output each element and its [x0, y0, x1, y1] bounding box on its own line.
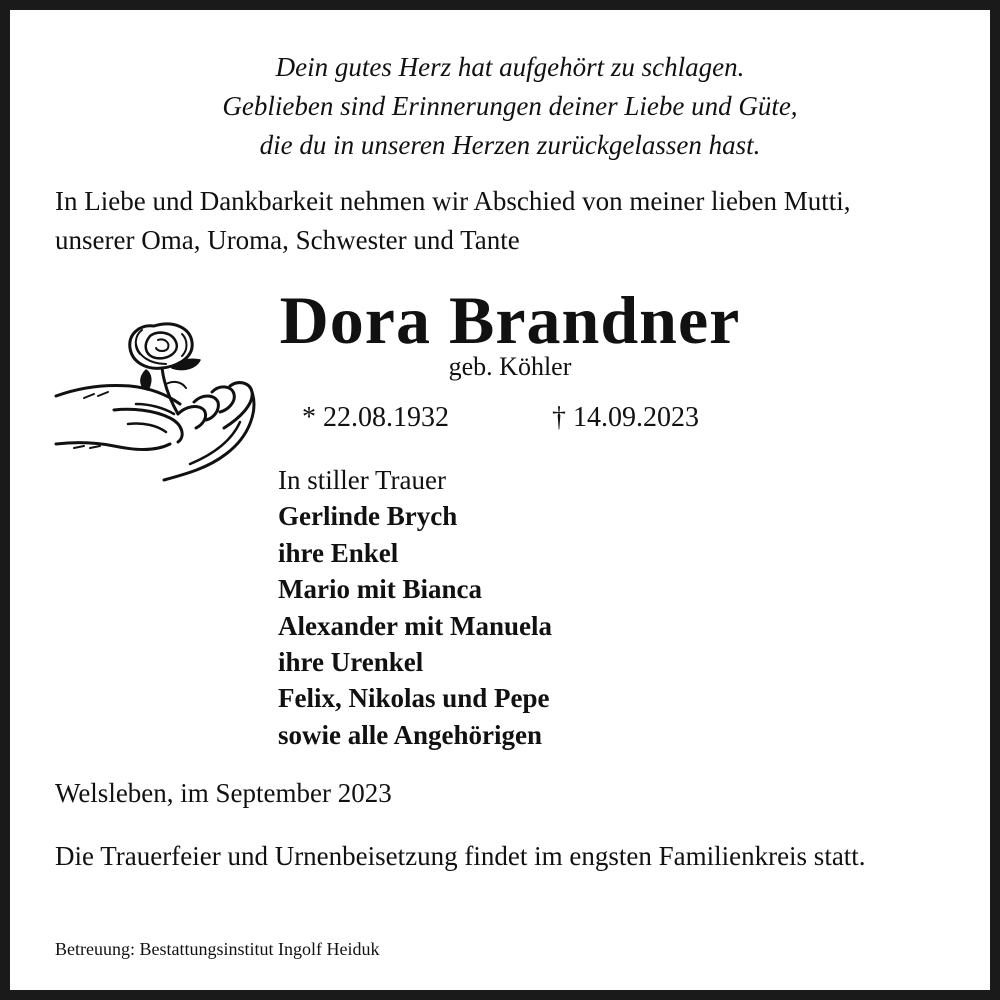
funeral-home-credit: Betreuung: Bestattungsinstitut Ingolf Heiduk [55, 939, 380, 959]
service-note: Die Trauerfeier und Urnenbeisetzung findet im engsten Familienkreis statt. [55, 841, 866, 871]
deceased-name: Dora Brandner [279, 282, 741, 358]
farewell-intro [55, 182, 975, 260]
mourner-line: ihre Enkel [278, 537, 399, 568]
mourner-line: Mario mit Bianca [278, 574, 482, 605]
mourner-line: sowie alle Angehörigen [278, 719, 542, 750]
memorial-verse [30, 48, 990, 165]
maiden-name: geb. Köhler [448, 352, 572, 381]
mourners-list [278, 462, 552, 753]
death-date: † 14.09.2023 [552, 402, 699, 433]
birth-date: * 22.08.1932 [302, 402, 449, 433]
intro-line: In Liebe und Dankbarkeit nehmen wir Abschied von meiner lieben Mutti, [55, 186, 851, 216]
intro-line: unserer Oma, Uroma, Schwester und Tante [55, 225, 520, 255]
verse-line: Geblieben sind Erinnerungen deiner Liebe und Güte, [222, 91, 798, 121]
verse-line: die du in unseren Herzen zurückgelassen hast. [259, 130, 761, 160]
mourner-line: Felix, Nikolas und Pepe [278, 683, 550, 714]
mourner-line: Alexander mit Manuela [278, 610, 552, 641]
mourner-line: ihre Urenkel [278, 647, 424, 678]
verse-line: Dein gutes Herz hat aufgehört zu schlagen. [275, 52, 745, 82]
place-and-date: Welsleben, im September 2023 [55, 778, 392, 808]
mourner-line: Gerlinde Brych [278, 501, 458, 532]
mourning-lead: In stiller Trauer [278, 465, 446, 495]
